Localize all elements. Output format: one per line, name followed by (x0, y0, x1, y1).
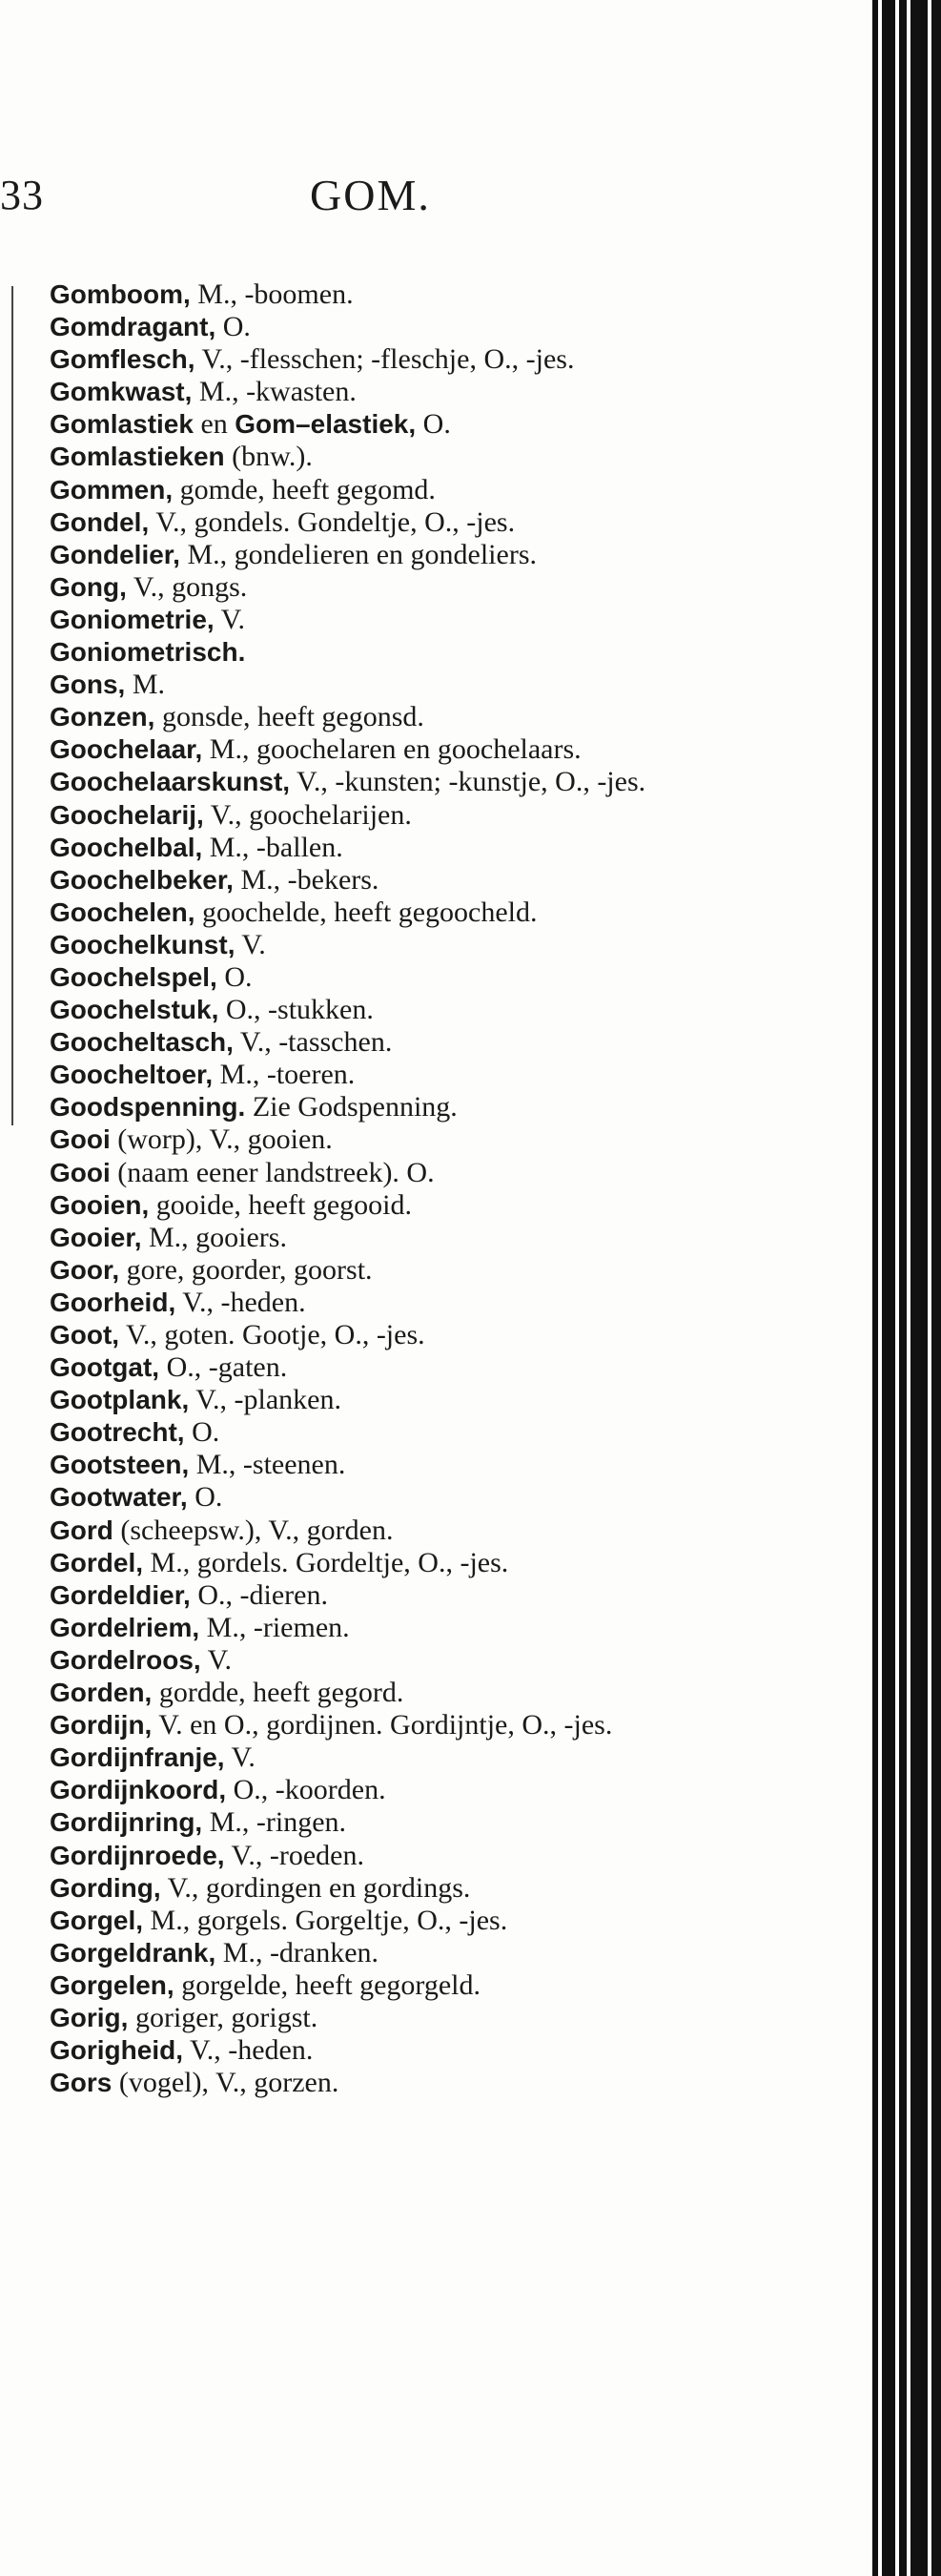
entry-definition: gordde, heeft gegord. (152, 1677, 404, 1709)
dictionary-entry (50, 474, 728, 506)
entry-headword: Gorgel, (50, 1905, 144, 1935)
entry-definition: O. (215, 311, 251, 343)
entry-headword: Gootgat, (50, 1352, 160, 1383)
entry-definition: gonsde, heeft gegonsd. (154, 701, 424, 733)
entry-headword: Goochelbal, (50, 832, 203, 862)
entry-headword: Goochelkunst, (50, 929, 235, 959)
entry-definition: M., goochelaren en goochelaars. (202, 733, 582, 766)
entry-headword: Gordijnkoord, (50, 1775, 227, 1805)
entry-definition: O. (416, 408, 451, 441)
entry-definition: V., -heden. (183, 2034, 314, 2067)
entry-definition: M., -steenen. (189, 1449, 346, 1481)
dictionary-entry (50, 701, 728, 733)
dictionary-entry (50, 994, 728, 1026)
dictionary-entries (50, 278, 728, 2099)
dictionary-entry (50, 1937, 728, 1969)
entry-definition: O. (187, 1481, 223, 1514)
entry-headword: Gong, (50, 571, 127, 602)
entry-definition: (vogel), V., gorzen. (112, 2067, 339, 2099)
entry-headword: Gommen, (50, 474, 174, 505)
entry-headword: Gooien, (50, 1189, 150, 1220)
entry-headword: Goochelspel, (50, 961, 217, 992)
dictionary-entry (50, 1774, 728, 1806)
entry-headword: Gootplank, (50, 1385, 190, 1415)
entry-headword: Gordelroos, (50, 1644, 201, 1675)
entry-headword: Goodspenning. (50, 1092, 246, 1123)
dictionary-entry (50, 766, 728, 798)
dictionary-entry (50, 1709, 728, 1741)
entry-definition: M., gooiers. (141, 1221, 287, 1253)
dictionary-entry (50, 1547, 728, 1579)
entry-definition: M., -dranken. (215, 1936, 379, 1968)
dictionary-entry (50, 1091, 728, 1123)
entry-headword: Gorden, (50, 1678, 153, 1708)
entry-headword: Gordijnfranje, (50, 1742, 225, 1773)
dictionary-entry (50, 929, 728, 961)
running-head: GOM. (310, 171, 431, 219)
dictionary-entry (50, 1059, 728, 1091)
entry-headword: Gom–elastiek, (235, 409, 417, 440)
entry-definition: M., -ringen. (202, 1806, 347, 1839)
entry-headword: Gootsteen, (50, 1450, 190, 1480)
entry-definition: (bnw.). (224, 441, 313, 473)
entry-headword: Goocheltasch, (50, 1027, 234, 1058)
entry-definition: M., -bekers. (233, 863, 379, 896)
entry-headword: Goorheid, (50, 1287, 176, 1317)
dictionary-entry (50, 2034, 728, 2067)
entry-headword: Gooi (50, 1124, 111, 1155)
entry-definition: gooide, heeft gegooid. (149, 1188, 412, 1221)
entry-headword: Goochelarij, (50, 799, 204, 830)
dictionary-entry (50, 1157, 728, 1189)
dictionary-entry (50, 864, 728, 896)
entry-headword: Goochelaar, (50, 734, 203, 765)
entry-definition: en (193, 408, 235, 441)
entry-definition: M., gondelieren en gondeliers. (179, 538, 537, 570)
entry-definition: M., -kwasten. (192, 376, 357, 408)
entry-definition: M., gordels. Gordeltje, O., -jes. (143, 1546, 509, 1578)
entry-headword: Goniometrisch. (50, 637, 246, 668)
entry-definition: (naam eener landstreek). O. (110, 1156, 435, 1188)
entry-definition: O., -dieren. (190, 1578, 328, 1611)
dictionary-entry (50, 1351, 728, 1384)
entry-definition: O., -stukken. (218, 994, 374, 1026)
entry-definition: gomde, heeft gegomd. (173, 473, 436, 505)
entry-headword: Gomlastieken (50, 442, 225, 472)
dictionary-entry (50, 376, 728, 408)
entry-headword: Gorgelen, (50, 1969, 174, 2000)
dictionary-entry (50, 1677, 728, 1709)
entry-definition: O. (184, 1416, 220, 1449)
entry-headword: Gordijnroede, (50, 1840, 225, 1870)
entry-definition: V., gongs. (126, 570, 248, 603)
entry-definition: V., gordingen en gordings. (160, 1871, 471, 1904)
page-number: 33 (0, 172, 44, 218)
entry-headword: Gordijn, (50, 1710, 153, 1741)
dictionary-entry (50, 1481, 728, 1514)
dictionary-entry (50, 1969, 728, 2002)
dictionary-entry (50, 311, 728, 343)
dictionary-entry (50, 1840, 728, 1872)
dictionary-entry (50, 1806, 728, 1839)
dictionary-entry (50, 604, 728, 636)
entry-headword: Gomdragant, (50, 312, 216, 342)
entry-definition: V., -tasschen. (233, 1026, 393, 1059)
entry-definition: V. (235, 928, 266, 960)
entry-definition: M., -riemen. (199, 1611, 350, 1643)
entry-definition: V., gondels. Gondeltje, O., -jes. (149, 505, 516, 538)
entry-headword: Gord (50, 1515, 113, 1545)
entry-headword: Gordelriem, (50, 1612, 200, 1642)
dictionary-entry (50, 799, 728, 832)
entry-headword: Gooi (50, 1157, 111, 1187)
entry-headword: Goor, (50, 1254, 120, 1285)
entry-definition: (worp), V., gooien. (110, 1123, 333, 1156)
entry-definition: gore, goorder, goorst. (119, 1253, 373, 1286)
dictionary-entry (50, 1872, 728, 1905)
entry-headword: Goochelen, (50, 896, 195, 927)
entry-definition: V., -roeden. (224, 1839, 364, 1871)
entry-definition: V. (200, 1643, 232, 1676)
dictionary-entry (50, 1123, 728, 1156)
entry-headword: Gootrecht, (50, 1417, 185, 1448)
entry-headword: Gooier, (50, 1222, 142, 1252)
entry-definition: V., -planken. (189, 1384, 341, 1416)
entry-headword: Gootwater, (50, 1482, 188, 1513)
dictionary-entry (50, 1287, 728, 1319)
book-spine-edge (872, 0, 941, 2576)
entry-definition: V. (224, 1741, 256, 1774)
dictionary-entry (50, 1741, 728, 1774)
entry-definition: O., -koorden. (226, 1774, 386, 1806)
entry-headword: Gomflesch, (50, 344, 195, 375)
entry-definition: M., -boomen. (190, 278, 354, 310)
entry-definition: goriger, gorigst. (128, 2001, 318, 2033)
dictionary-entry (50, 1416, 728, 1449)
entry-headword: Goocheltoer, (50, 1060, 214, 1090)
entry-headword: Goot, (50, 1320, 120, 1350)
entry-definition: M., -toeren. (213, 1059, 356, 1091)
entry-headword: Goniometrie, (50, 604, 215, 634)
dictionary-entry (50, 408, 728, 441)
dictionary-entry (50, 571, 728, 604)
entry-headword: Gonzen, (50, 702, 155, 732)
entry-definition: O., -gaten. (159, 1351, 288, 1384)
margin-rule (11, 286, 13, 1125)
entry-headword: Gorgeldrank, (50, 1937, 216, 1968)
dictionary-entry (50, 1254, 728, 1287)
dictionary-entry (50, 961, 728, 994)
page-header (0, 167, 820, 224)
dictionary-entry (50, 278, 728, 311)
dictionary-entry (50, 832, 728, 864)
entry-headword: Gordel, (50, 1547, 144, 1577)
entry-headword: Goochelstuk, (50, 995, 219, 1025)
entry-headword: Gorigheid, (50, 2035, 183, 2066)
entry-headword: Gomboom, (50, 279, 191, 309)
dictionary-entry (50, 733, 728, 766)
entry-definition: (scheepsw.), V., gorden. (113, 1514, 394, 1546)
entry-headword: Gorig, (50, 2002, 129, 2032)
dictionary-entry (50, 1189, 728, 1222)
entry-definition: M. (125, 669, 166, 701)
dictionary-entry (50, 343, 728, 376)
dictionary-entry (50, 1449, 728, 1481)
entry-headword: Gomkwast, (50, 377, 193, 407)
entry-headword: Gons, (50, 670, 126, 700)
dictionary-entry (50, 441, 728, 473)
entry-definition: gorgelde, heeft gegorgeld. (174, 1968, 481, 2001)
entry-definition: V. en O., gordijnen. Gordijntje, O., -jes. (152, 1709, 613, 1741)
entry-headword: Goochelaarskunst, (50, 767, 291, 797)
dictionary-entry (50, 1319, 728, 1351)
dictionary-entry (50, 1515, 728, 1547)
dictionary-entry (50, 1612, 728, 1644)
entry-headword: Gondel, (50, 506, 150, 537)
entry-definition: V., -flesschen; -fleschje, O., -jes. (194, 343, 575, 376)
entry-definition: V., goochelarijen. (203, 798, 412, 831)
entry-definition: V., goten. Gootje, O., -jes. (119, 1319, 425, 1350)
entry-headword: Gomlastiek (50, 409, 194, 440)
entry-definition: M., gorgels. Gorgeltje, O., -jes. (143, 1904, 508, 1936)
dictionary-entry (50, 539, 728, 571)
dictionary-entry (50, 1579, 728, 1612)
dictionary-entry (50, 1222, 728, 1254)
dictionary-entry (50, 1026, 728, 1059)
entry-definition: V. (214, 603, 245, 635)
entry-headword: Gordijnring, (50, 1807, 203, 1838)
entry-definition: V., -kunsten; -kunstje, O., -jes. (290, 766, 646, 798)
entry-definition: M., -ballen. (202, 831, 343, 863)
dictionary-entry (50, 2002, 728, 2034)
dictionary-entry (50, 1905, 728, 1937)
entry-definition: goochelde, heeft gegoocheld. (194, 896, 538, 928)
dictionary-entry (50, 896, 728, 929)
entry-definition: V., -heden. (175, 1286, 306, 1318)
dictionary-entry (50, 669, 728, 701)
dictionary-entry (50, 506, 728, 539)
dictionary-entry (50, 2067, 728, 2099)
entry-definition: Zie Godspenning. (245, 1091, 458, 1123)
entry-headword: Gondelier, (50, 539, 180, 569)
dictionary-entry (50, 1384, 728, 1416)
entry-headword: Goochelbeker, (50, 864, 234, 895)
dictionary-entry (50, 1644, 728, 1677)
entry-definition: O. (216, 960, 253, 993)
entry-headword: Gors (50, 2068, 113, 2098)
dictionary-entry (50, 636, 728, 669)
entry-headword: Gordeldier, (50, 1579, 191, 1610)
entry-headword: Gording, (50, 1872, 161, 1903)
